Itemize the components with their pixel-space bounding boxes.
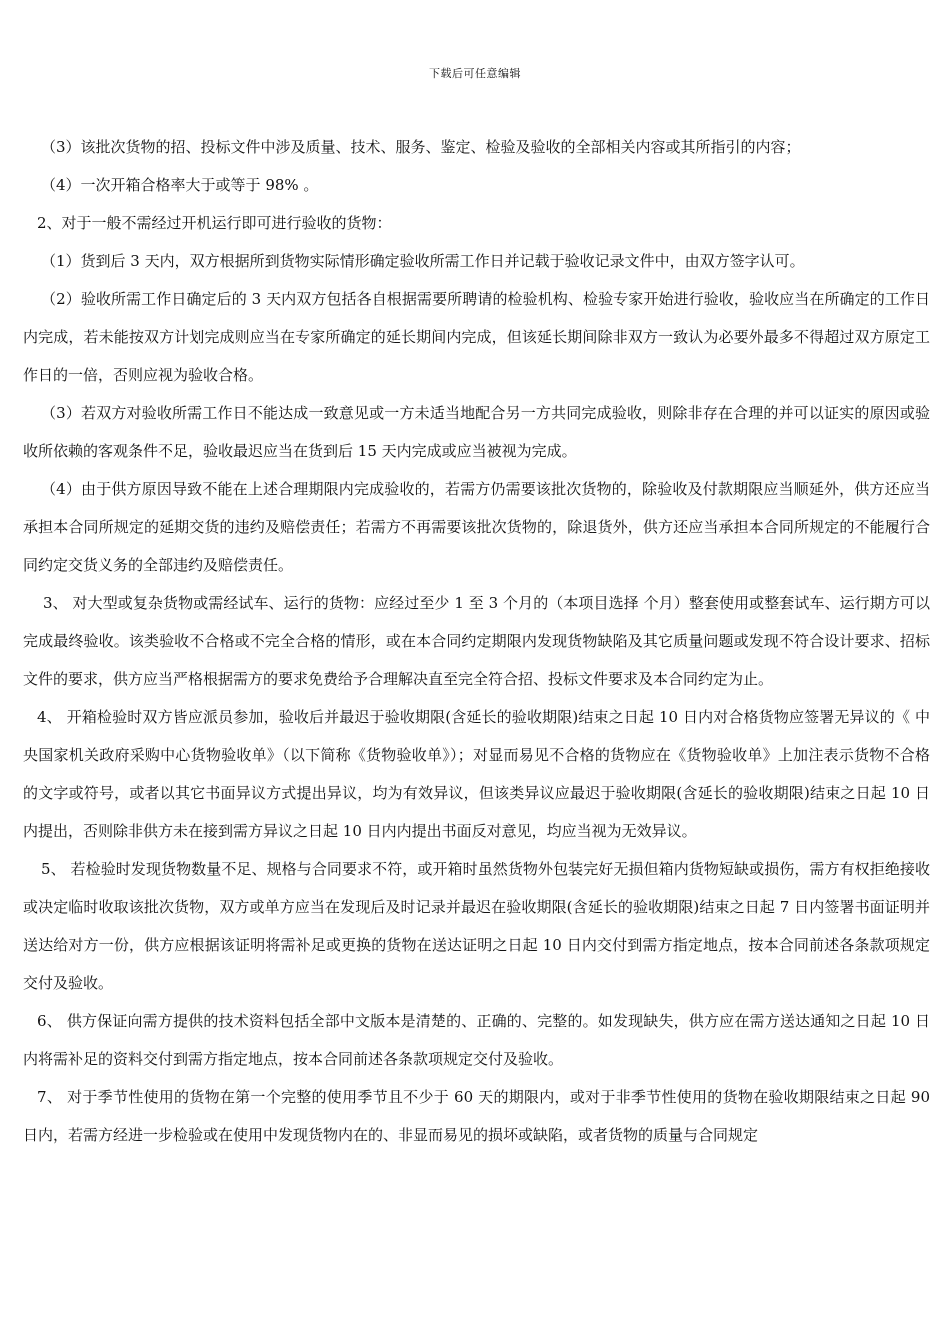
paragraph: （3）该批次货物的招、投标文件中涉及质量、技术、服务、鉴定、检验及验收的全部相关内容或其所指引的内容； <box>41 138 801 156</box>
paragraph: （4）由于供方原因导致不能在上述合理期限内完成验收的，若需方仍需要该批次货物的，除验收及付款期限应当顺延外，供方还应当承担本合同所规定的延期交货的违约及赔偿责任；若需方不再需要该批次货物的，除退货外，供方还应当承担本合同所规定的不能履行合同约定交货义务的全部违约及赔偿责任。 <box>23 480 930 574</box>
paragraph: 5、 若检验时发现货物数量不足、规格与合同要求不符，或开箱时虽然货物外包装完好无损但箱内货物短缺或损伤，需方有权拒绝接收或决定临时收取该批次货物，双方或单方应当在发现后及时记录并最迟在验收期限(含延长的验收期限)结束之日起 7 日内签署书面证明并送达给对方一份，供方应根据该证明将需补足或更换的货物在送达证明之日起 10 日内交付到需方指定地点，按本合同前述各条款项规定交付及验收。 <box>23 860 930 992</box>
paragraph: （1）货到后 3 天内，双方根据所到货物实际情形确定验收所需工作日并记载于验收记录文件中，由双方签字认可。 <box>41 252 805 270</box>
paragraph: （4）一次开箱合格率大于或等于 98% 。 <box>41 176 319 194</box>
document-body <box>23 128 930 1154</box>
paragraph: 7、 对于季节性使用的货物在第一个完整的使用季节且不少于 60 天的期限内，或对于非季节性使用的货物在验收期限结束之日起 90 日内，若需方经进一步检验或在使用中发现货物内在的、非显而易见的损坏或缺陷，或者货物的质量与合同规定 <box>23 1088 930 1144</box>
paragraph: 2、对于一般不需经过开机运行即可进行验收的货物： <box>37 214 392 232</box>
paragraph: 4、 开箱检验时双方皆应派员参加，验收后并最迟于验收期限(含延长的验收期限)结束之日起 10 日内对合格货物应签署无异议的《 中央国家机关政府采购中心货物验收单》（以下简称《货物验收单》）；对显而易见不合格的货物应在《货物验收单》上加注表示货物不合格的文字或符号，或者以其它书面异议方式提出异议，均为有效异议，但该类异议应最迟于验收期限(含延长的验收期限)结束之日起 10 日内提出，否则除非供方未在接到需方异议之日起 10 日内内提出书面反对意见，均应当视为无效异议。 <box>23 708 930 840</box>
paragraph: （3）若双方对验收所需工作日不能达成一致意见或一方未适当地配合另一方共同完成验收，则除非存在合理的并可以证实的原因或验收所依赖的客观条件不足，验收最迟应当在货到后 15 天内完成或应当被视为完成。 <box>23 404 930 460</box>
page-header-note: 下载后可任意编辑 <box>429 67 521 80</box>
paragraph: 6、 供方保证向需方提供的技术资料包括全部中文版本是清楚的、正确的、完整的。如发现缺失，供方应在需方送达通知之日起 10 日内将需补足的资料交付到需方指定地点，按本合同前述各条款项规定交付及验收。 <box>23 1012 930 1068</box>
paragraph: 3、 对大型或复杂货物或需经试车、运行的货物：应经过至少 1 至 3 个月的（本项目选择 个月）整套使用或整套试车、运行期方可以完成最终验收。该类验收不合格或不完全合格的情形，或在本合同约定期限内发现货物缺陷及其它质量问题或发现不符合设计要求、招标文件的要求，供方应当严格根据需方的要求免费给予合理解决直至完全符合招、投标文件要求及本合同约定为止。 <box>23 594 930 688</box>
paragraph: （2）验收所需工作日确定后的 3 天内双方包括各自根据需要所聘请的检验机构、检验专家开始进行验收，验收应当在所确定的工作日内完成，若未能按双方计划完成则应当在专家所确定的延长期间内完成，但该延长期间除非双方一致认为必要外最多不得超过双方原定工作日的一倍，否则应视为验收合格。 <box>23 290 930 384</box>
